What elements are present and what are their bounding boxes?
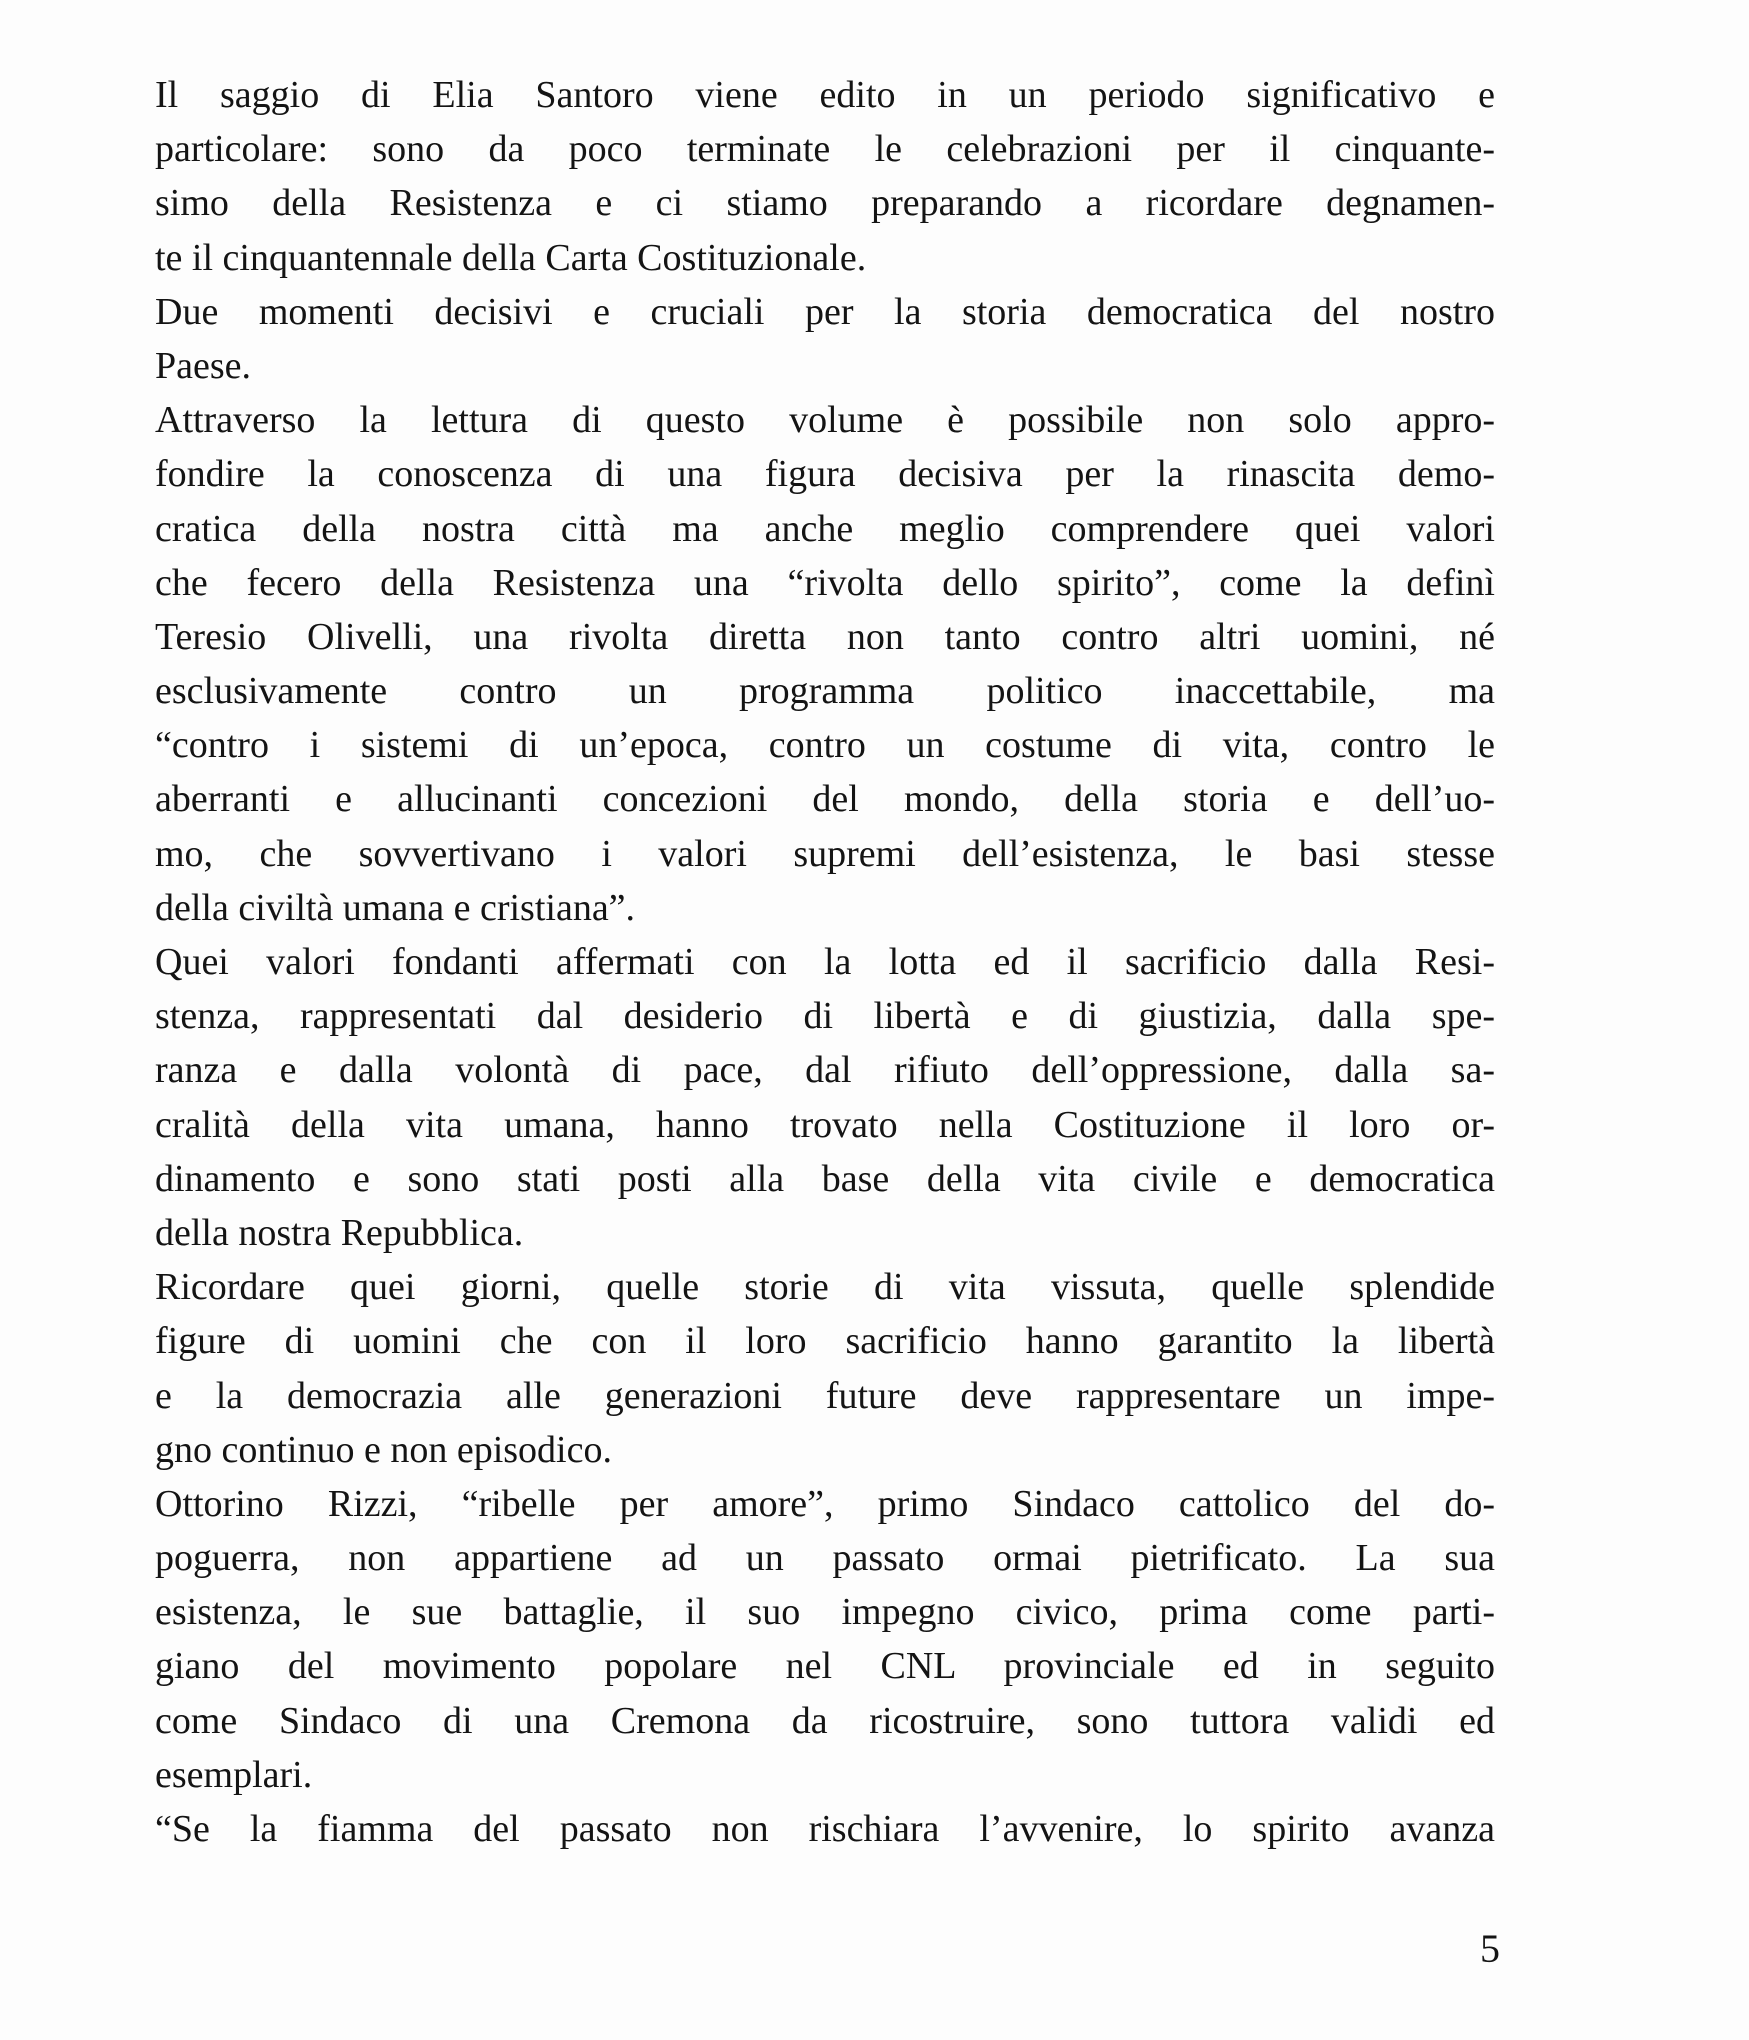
text-line: ranza e dalla volontà di pace, dal rifiuto dell’oppressione, dalla sa- <box>155 1049 1495 1092</box>
text-line: Attraverso la lettura di questo volume è possibile non solo appro- <box>155 399 1495 442</box>
text-line: fondire la conoscenza di una figura decisiva per la rinascita demo- <box>155 453 1495 496</box>
text-line: come Sindaco di una Cremona da ricostruire, sono tuttora validi ed <box>155 1699 1495 1742</box>
text-line: Ottorino Rizzi, “ribelle per amore”, primo Sindaco cattolico del do- <box>155 1482 1495 1525</box>
text-line: te il cinquantennale della Carta Costituzionale. <box>155 236 867 279</box>
text-line: della civiltà umana e cristiana”. <box>155 886 636 929</box>
text-line: cralità della vita umana, hanno trovato nella Costituzione il loro or- <box>155 1103 1495 1146</box>
text-line: Due momenti decisivi e cruciali per la storia democratica del nostro <box>155 290 1495 333</box>
text-line: esistenza, le sue battaglie, il suo impegno civico, prima come parti- <box>155 1591 1495 1634</box>
text-line: particolare: sono da poco terminate le celebrazioni per il cinquante- <box>155 128 1495 171</box>
text-line: e la democrazia alle generazioni future deve rappresentare un impe- <box>155 1374 1495 1417</box>
text-line: Quei valori fondanti affermati con la lotta ed il sacrificio dalla Resi- <box>155 941 1495 983</box>
text-line: dinamento e sono stati posti alla base della vita civile e democratica <box>155 1157 1495 1200</box>
body-text <box>155 68 1495 1856</box>
text-line: stenza, rappresentati dal desiderio di libertà e di giustizia, dalla spe- <box>155 995 1495 1038</box>
page-number: 5 <box>1480 1926 1500 1971</box>
text-line: esclusivamente contro un programma politico inaccettabile, ma <box>155 670 1495 713</box>
text-line: mo, che sovvertivano i valori supremi dell’esistenza, le basi stesse <box>155 832 1495 875</box>
text-line: della nostra Repubblica. <box>155 1211 524 1254</box>
text-line: Paese. <box>155 344 252 387</box>
text-line: figure di uomini che con il loro sacrificio hanno garantito la libertà <box>155 1320 1495 1363</box>
text-line: aberranti e allucinanti concezioni del mondo, della storia e dell’uo- <box>155 778 1495 821</box>
text-line: cratica della nostra città ma anche meglio comprendere quei valori <box>155 507 1495 550</box>
text-line: Ricordare quei giorni, quelle storie di vita vissuta, quelle splendide <box>155 1266 1495 1309</box>
text-line: Teresio Olivelli, una rivolta diretta non tanto contro altri uomini, né <box>155 615 1495 658</box>
text-line: esemplari. <box>155 1753 313 1796</box>
text-line: simo della Resistenza e ci stiamo preparando a ricordare degnamen- <box>155 182 1495 225</box>
text-line: “Se la fiamma del passato non rischiara l’avvenire, lo spirito avanza <box>155 1808 1495 1850</box>
text-line: poguerra, non appartiene ad un passato ormai pietrificato. La sua <box>155 1537 1495 1580</box>
text-line: “contro i sistemi di un’epoca, contro un costume di vita, contro le <box>155 724 1495 767</box>
text-line: gno continuo e non episodico. <box>155 1428 612 1471</box>
text-line: Il saggio di Elia Santoro viene edito in un periodo significativo e <box>155 74 1495 116</box>
text-line: giano del movimento popolare nel CNL provinciale ed in seguito <box>155 1645 1495 1688</box>
text-line: che fecero della Resistenza una “rivolta dello spirito”, come la definì <box>155 561 1495 604</box>
